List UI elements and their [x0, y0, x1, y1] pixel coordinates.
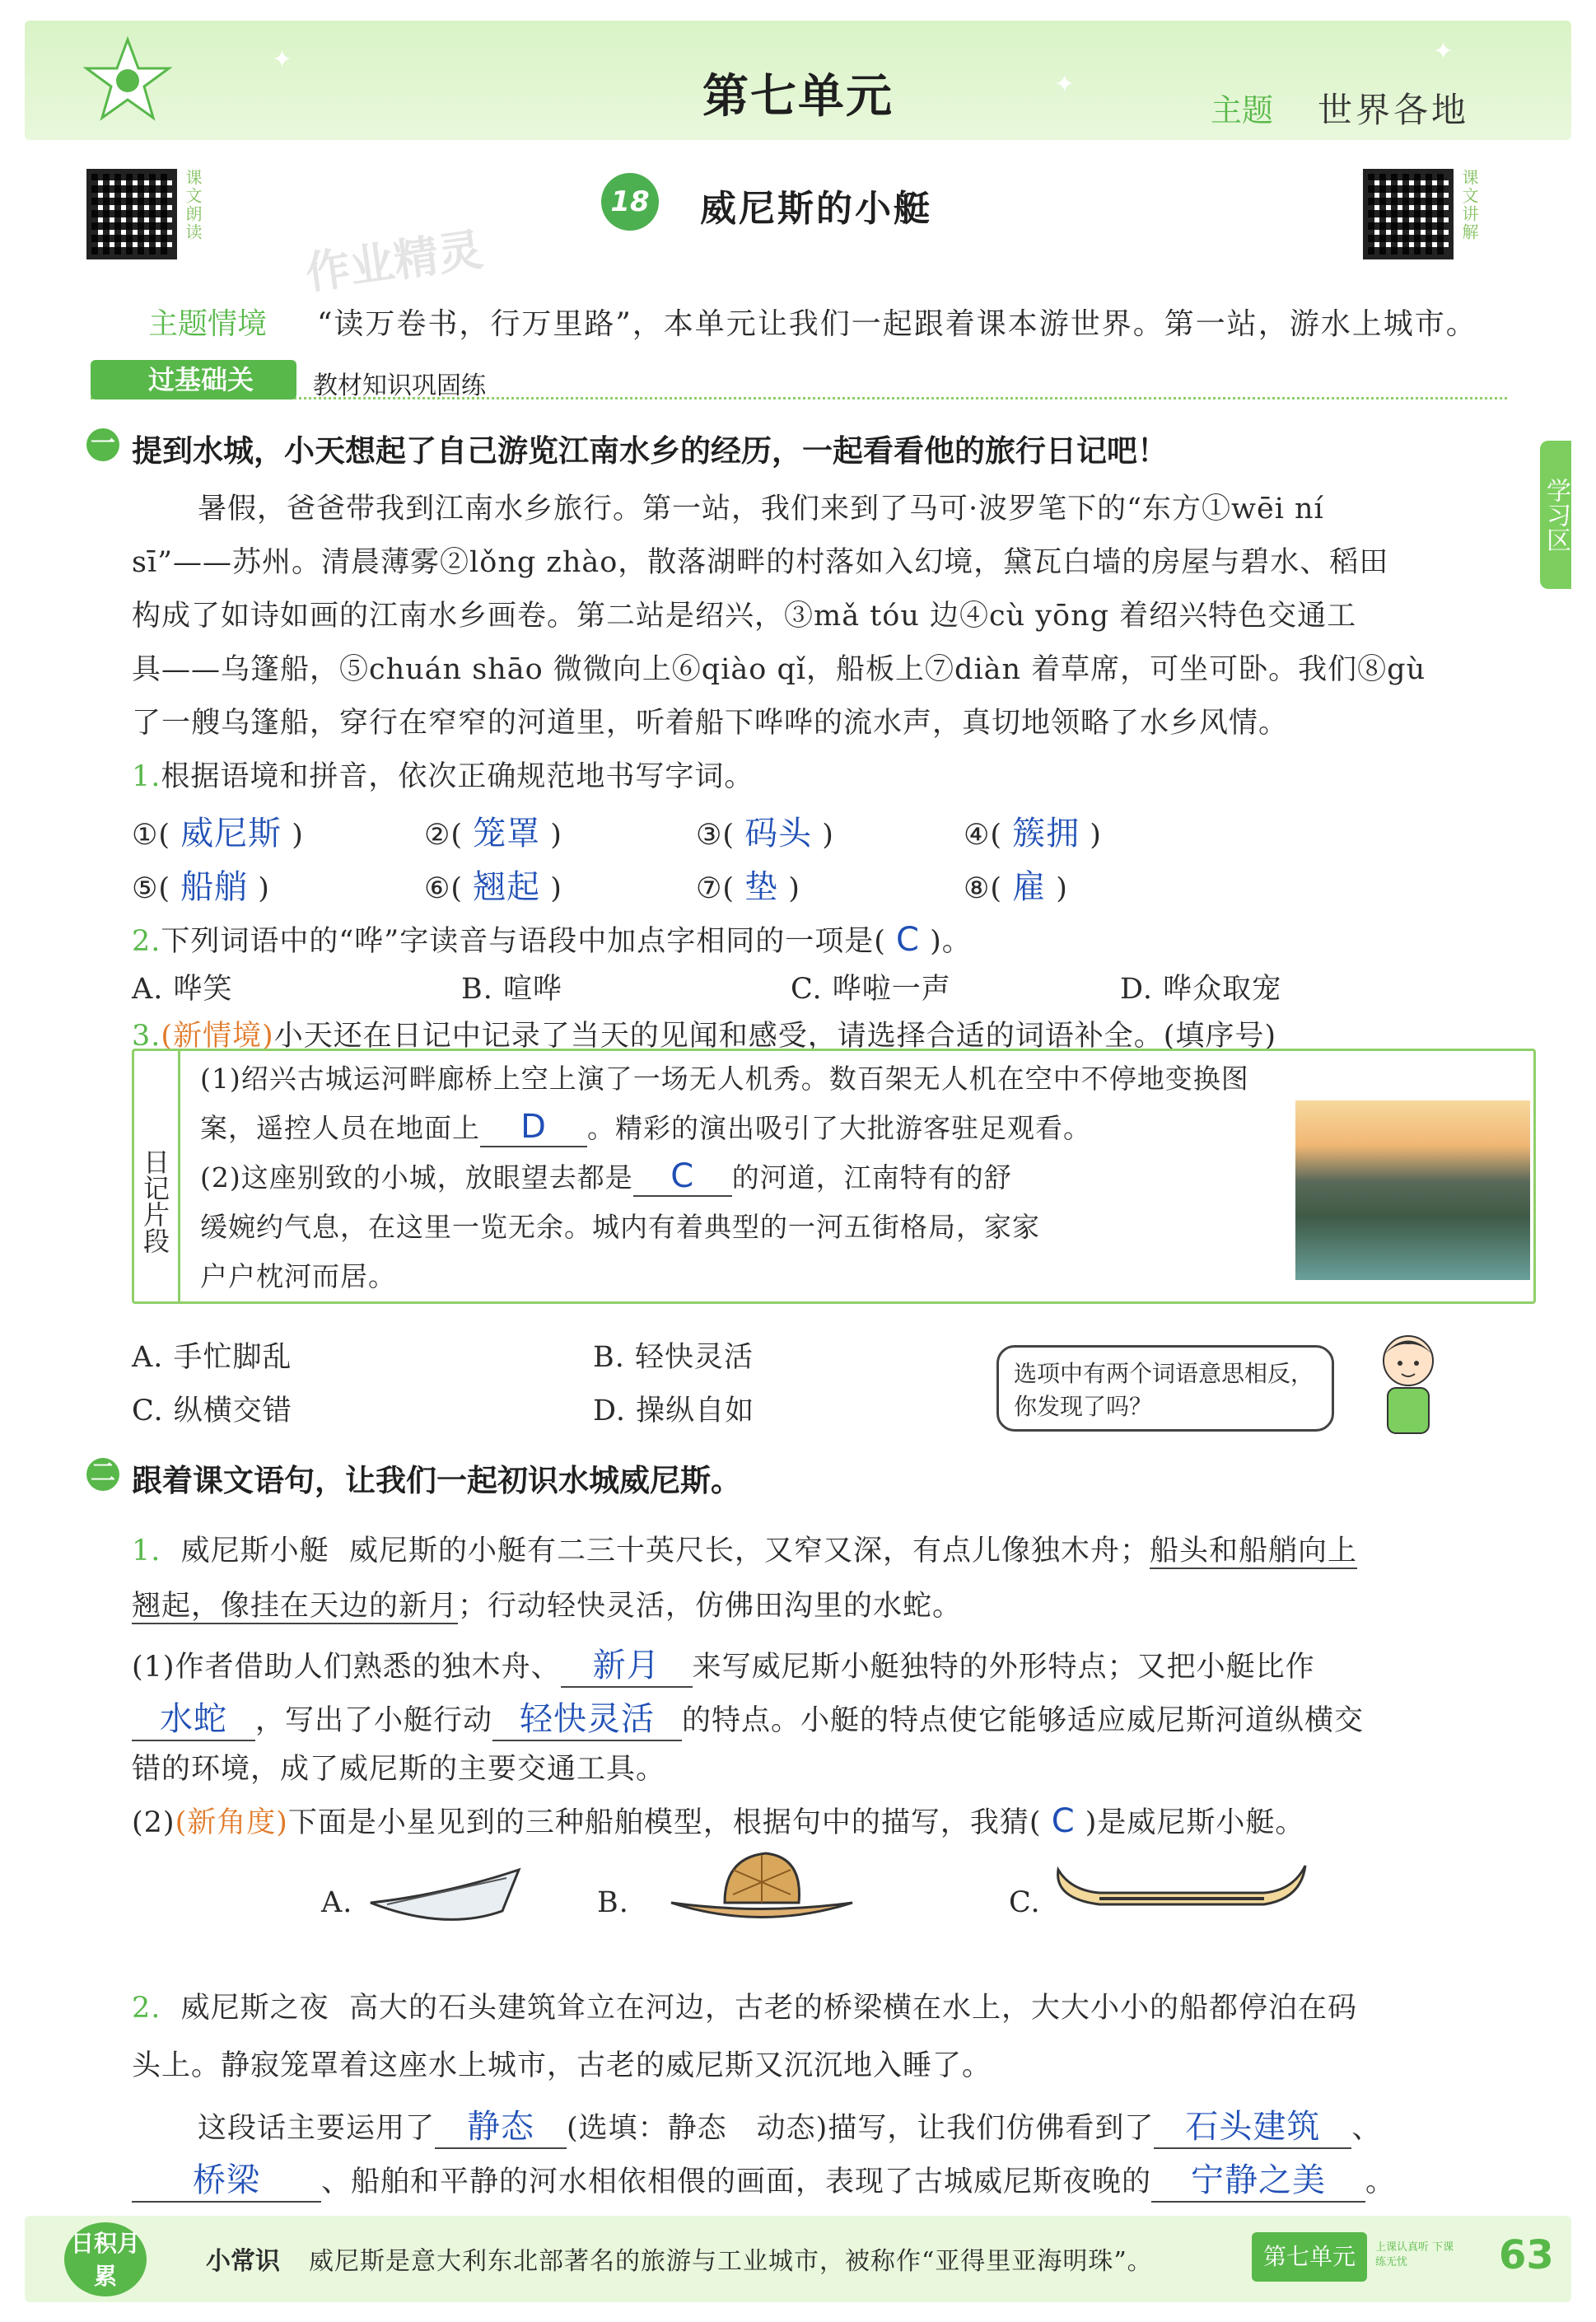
sparkle-icon: ✦ — [272, 45, 293, 74]
unit-title: 第七单元 — [702, 70, 894, 124]
cartoon-boy-icon — [1363, 1326, 1454, 1441]
theme-name: 世界各地 — [1318, 90, 1470, 130]
page-header — [25, 21, 1571, 140]
qr-code-reading[interactable] — [86, 169, 177, 259]
question-1-1 — [132, 754, 754, 795]
boat-label-c: C. — [1009, 1886, 1041, 1919]
answer-slot[interactable]: 轻快灵活 — [520, 1700, 656, 1738]
sub-question-1: 错的环境，成了威尼斯的主要交通工具。 — [132, 1753, 666, 1786]
question-2-2-text: 2. 威尼斯之夜 高大的石头建筑耸立在河边，古老的桥梁横在水上，大大小小的船都停泊在码 — [132, 1992, 1357, 2025]
workbook-page — [25, 21, 1571, 2302]
answer-slot[interactable]: C — [1051, 1802, 1076, 1840]
qr-label-explanation: 课文讲解 — [1459, 169, 1479, 241]
answer-slot-8[interactable]: ⑧( 雇 ) — [964, 868, 1068, 906]
qr-label-reading: 课文朗读 — [183, 169, 203, 241]
rowboat-icon[interactable] — [362, 1853, 527, 1936]
passage-line: 暑假，爸爸带我到江南水乡旅行。第一站，我们来到了马可·波罗笔下的“东方①wēi ní — [198, 493, 1324, 526]
option-a: A. 哗笑 — [132, 973, 233, 1006]
tip-label: 小常识 — [206, 2247, 280, 2276]
side-tab-study-area[interactable]: 学习区 — [1540, 441, 1571, 589]
answer-slot[interactable]: 桥梁 — [193, 2161, 260, 2199]
canopy-boat-icon[interactable] — [667, 1845, 856, 1936]
footer-slogan: 上课认真听 下课练无忧 — [1375, 2241, 1454, 2268]
question-text: 根据语境和拼音，依次正确规范地书写字词。 — [161, 760, 754, 793]
option-a: A. 手忙脚乱 — [132, 1341, 292, 1374]
watermark: 作业精灵 — [302, 223, 486, 300]
theme-context-label: 主题情境 — [148, 307, 268, 341]
diary-line: (2)这座别致的小城，放眼望去都是 C 的河道，江南特有的舒 — [200, 1157, 1012, 1195]
sparkle-icon: ✦ — [1433, 37, 1454, 66]
diary-line: 户户枕河而居。 — [200, 1260, 396, 1292]
sub-question-1: (1)作者借助人们熟悉的独木舟、 新月 来写威尼斯小艇独特的外形特点；又把小艇比作 — [132, 1639, 1315, 1688]
fill-blank-line: 这段话主要运用了 静态 (选填：静态 动态)描写，让我们仿佛看到了 石头建筑 、 — [198, 2100, 1381, 2149]
water-town-photo — [1295, 1100, 1530, 1280]
part-two-heading: 跟着课文语句，让我们一起初识水城威尼斯。 — [132, 1463, 741, 1498]
sub-question-1: 水蛇 ，写出了小艇行动 轻快灵活 的特点。小艇的特点使它能够适应威尼斯河道纵横交 — [132, 1693, 1364, 1741]
answer-slot-5[interactable]: ⑤( 船艄 ) — [132, 868, 270, 906]
answer-slot-1[interactable]: ①( 威尼斯 ) — [132, 815, 304, 853]
answer-slot-3[interactable]: ③( 码头 ) — [696, 815, 834, 853]
diary-line: (1)绍兴古城运河畔廊桥上空上演了一场无人机秀。数百架无人机在空中不停地变换图 — [200, 1063, 1249, 1095]
question-2-1-text: 翘起，像挂在天边的新月；行动轻快灵活，仿佛田沟里的水蛇。 — [132, 1590, 963, 1623]
option-d: D. 哗众取宠 — [1120, 973, 1282, 1006]
boat-label-a: A. — [321, 1886, 353, 1919]
part-one-icon: 一 — [86, 428, 119, 461]
answer-slot[interactable]: D — [520, 1108, 547, 1146]
answer-slot-4[interactable]: ④( 簇拥 ) — [964, 815, 1102, 853]
section-badge: 过基础关 — [91, 360, 296, 399]
hint-speech-bubble: 选项中有两个词语意思相反，你发现了吗？ — [996, 1345, 1334, 1432]
passage-line: 构成了如诗如画的江南水乡画卷。第二站是绍兴，③mǎ tóu 边④cù yōng 着绍兴特色交通工 — [132, 600, 1357, 633]
qr-code-explanation[interactable] — [1363, 169, 1454, 259]
answer-slot[interactable]: 宁静之美 — [1191, 2161, 1327, 2199]
answer-slot[interactable]: 静态 — [467, 2108, 535, 2146]
answer-slot[interactable]: 新月 — [592, 1647, 660, 1684]
answer-slot[interactable]: 石头建筑 — [1185, 2108, 1321, 2146]
option-d: D. 操纵自如 — [593, 1395, 755, 1427]
section-subtitle: 教材知识巩固练 — [313, 371, 486, 400]
passage-line: sī”——苏州。清晨薄雾②lǒng zhào，散落湖畔的村落如入幻境，黛瓦白墙的房屋与碧水、稻田 — [132, 546, 1389, 579]
option-c: C. 纵横交错 — [132, 1395, 292, 1427]
answer-slot[interactable]: C — [896, 921, 920, 959]
option-b: B. 喧哗 — [461, 973, 562, 1006]
page-footer — [25, 2216, 1571, 2302]
answer-slot[interactable]: C — [670, 1157, 695, 1195]
answer-slot[interactable]: 水蛇 — [160, 1700, 227, 1738]
question-1-3: 3.(新情境)小天还在日记中记录了当天的见闻和感受，请选择合适的词语补全。(填序号) — [132, 1020, 1277, 1053]
theme-context-text: “读万卷书，行万里路”，本单元让我们一起跟着课本游世界。第一站，游水上城市。 — [317, 307, 1477, 341]
diary-line: 缓婉约气息，在这里一览无余。城内有着典型的一河五街格局，家家 — [200, 1211, 1040, 1243]
diary-excerpt-box — [132, 1049, 1536, 1304]
diary-line: 案，遥控人员在地面上 D 。精彩的演出吸引了大批游客驻足观看。 — [200, 1108, 1091, 1146]
passage-line: 具——乌篷船，⑤chuán shāo 微微向上⑥qiào qǐ，船板上⑦diàn 着草席，可坐可卧。我们⑧gù — [132, 653, 1426, 686]
diary-label: 日记片段 — [134, 1051, 180, 1301]
question-2-2-text: 头上。静寂笼罩着这座水上城市，古老的威尼斯又沉沉地入睡了。 — [132, 2049, 992, 2082]
section-bar — [91, 360, 1507, 399]
answer-slot-6[interactable]: ⑥( 翘起 ) — [424, 868, 562, 906]
question-number: 1. — [132, 760, 161, 793]
sparkle-icon: ✦ — [1054, 70, 1076, 99]
passage-line: 了一艘乌篷船，穿行在窄窄的河道里，听着船下哗哗的流水声，真切地领略了水乡风情。 — [132, 707, 1289, 740]
daily-accumulation-badge: 日积月累 — [64, 2222, 147, 2296]
option-c: C. 哗啦一声 — [791, 973, 951, 1006]
page-number: 63 — [1499, 2232, 1554, 2278]
question-1-2: 2.下列词语中的“哗”字读音与语段中加点字相同的一项是( C )。 — [132, 921, 972, 959]
theme-tag: 主题 — [1211, 92, 1274, 128]
new-context-tag: (新情境) — [161, 1020, 274, 1053]
question-2-1-text: 1. 威尼斯小艇 威尼斯的小艇有二三十英尺长，又窄又深，有点儿像独木舟；船头和船艄向上 — [132, 1535, 1357, 1567]
option-b: B. 轻快灵活 — [593, 1341, 754, 1374]
answer-slot-2[interactable]: ②( 笼罩 ) — [424, 815, 562, 853]
lesson-title: 威尼斯的小艇 — [700, 188, 932, 230]
part-one-heading: 提到水城，小天想起了自己游览江南水乡的经历，一起看看他的旅行日记吧！ — [132, 433, 1168, 469]
tip-text: 威尼斯是意大利东北部著名的旅游与工业城市，被称作“亚得里亚海明珠”。 — [309, 2247, 1153, 2276]
gondola-icon[interactable] — [1050, 1853, 1314, 1927]
sub-question-2: (2)(新角度)下面是小星见到的三种船舶模型，根据句中的描写，我猜( C )是威尼斯小艇。 — [132, 1802, 1305, 1840]
lesson-number: 18 — [601, 173, 659, 231]
answer-slot-7[interactable]: ⑦( 垫 ) — [696, 868, 800, 906]
fill-blank-line: 桥梁 、船舶和平静的河水相依相偎的画面，表现了古城威尼斯夜晚的 宁静之美 。 — [132, 2154, 1395, 2203]
footer-unit-label: 第七单元 — [1252, 2232, 1367, 2282]
boat-label-b: B. — [597, 1886, 629, 1919]
part-two-icon: 二 — [86, 1458, 119, 1491]
